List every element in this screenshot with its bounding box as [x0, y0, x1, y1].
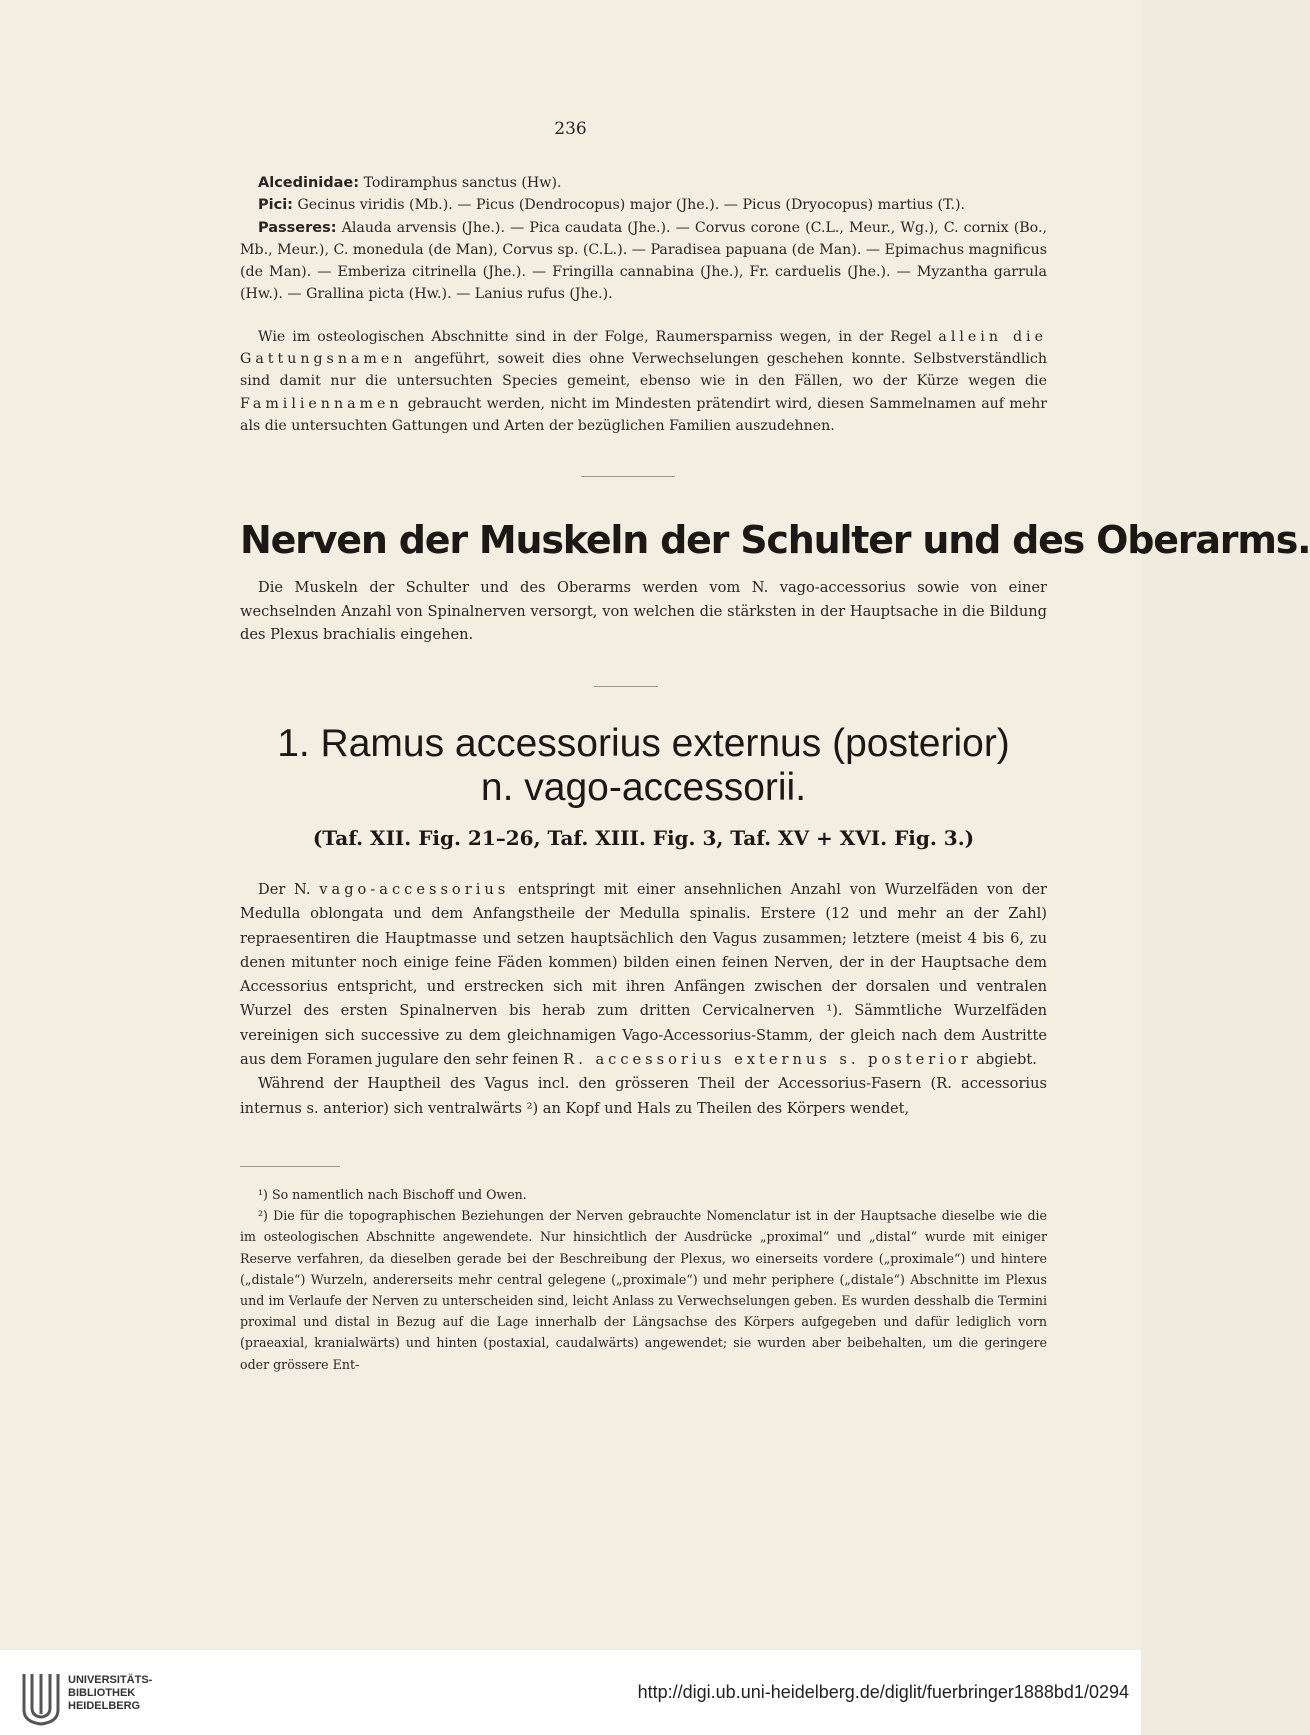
section-divider [581, 476, 675, 477]
footnote-text: Die für die topographischen Beziehungen der Nerven gebrauchte Nomenclatur ist in der Hauptsache dieselbe wie die im osteologischen Abschnitte angewendete. Nur hinsichtlich der Ausdrücke „proximal“ und „distal“ wurde mit einiger Reserve verfahren, da dieselben gerade bei der Beschreibung der Plexus, wo einerseits vordere („proximale“) und hintere („distale“) Wurzeln, andererseits mehr central gelegene („proximale“) und mehr periphere („distale“) Abschnitte im Plexus und im Verlaufe der Nerven zu unterscheiden sind, leicht Anlass zu Verwechselungen geben. Es wurden desshalb die Termini proximal und distal in Bezug auf die Lage innerhalb der Längsachse des Körpers aufgegeben und dafür lediglich vorn (praeaxial, kranialwärts) und hinten (postaxial, caudalwärts) angewendet; sie wurden aber beibehalten, um die geringere oder grössere Ent- [240, 1208, 1047, 1372]
species-list [240, 172, 1047, 306]
family-label: Alcedinidae: [258, 175, 360, 191]
text-run: entspringt mit einer ansehnlichen Anzahl von Wurzelfäden von der Medulla oblongata und dem Anfangstheile der Medulla spinalis. Erstere (12 und mehr an der Zahl) repraesentiren die Hauptmasse und setzen hauptsächlich den Vagus zusammen; letztere (meist 4 bis 6, zu denen mitunter noch einige feine Fäden kommen) bilden einen feinen Nerven, der in der Hauptsache dem Accessorius entspricht, und erstrecken sich mit ihren Anfängen zwischen der dorsalen und ventralen Wurzel des ersten Spinalnerven bis herab zum dritten Cervicalnerven ¹). Sämmtliche Wurzelfäden vereinigen sich successive zu dem gleichnamigen Vago-Accessorius-Stamm, der gleich nach dem Austritte aus dem Foramen jugulare den sehr feinen [240, 881, 1047, 1069]
subsection-title-line: n. vago-accessorii. [480, 766, 807, 809]
species-text: Gecinus viridis (Mb.). — Picus (Dendrocopus) major (Jhe.). — Picus (Dryocopus) martius (T.). [292, 197, 966, 214]
footnote-mark: ²) [258, 1208, 268, 1224]
body-text [240, 878, 1047, 1121]
subsection-title-line: 1. Ramus accessorius externus (posterior) [277, 722, 1010, 765]
text-run: angeführt, soweit dies ohne Verwechselungen geschehen konnte. Selbstverständlich sind damit nur die untersuchten Species gemeint, ebenso wie in den Fällen, wo der Kürze wegen die [240, 351, 1047, 390]
spaced-emphasis: vago-accessorius [319, 881, 510, 898]
footnote-text: So namentlich nach Bischoff und Owen. [267, 1187, 527, 1202]
library-name [68, 1674, 152, 1713]
permalink-url[interactable]: http://digi.ub.uni-heidelberg.de/diglit/fuerbringer1888bd1/0294 [637, 1682, 1129, 1702]
footnotes [240, 1184, 1047, 1375]
family-label: Pici: [258, 197, 293, 214]
text-run: gebraucht werden, nicht im Mindesten prätendirt wird, diesen Sammelnamen auf mehr als die untersuchten Gattungen und Arten der bezüglichen Familien auszudehnen. [240, 395, 1047, 434]
footnote-mark: ¹) [258, 1187, 268, 1202]
library-name-line: UNIVERSITÄTS- [68, 1674, 153, 1686]
list-item [240, 172, 1047, 194]
footnote [240, 1184, 1047, 1205]
plate-references: (Taf. XII. Fig. 21–26, Taf. XIII. Fig. 3, Taf. XV + XVI. Fig. 3.) [312, 826, 975, 850]
spaced-emphasis: Familiennamen [240, 395, 403, 412]
paragraph-text: Während der Hauptheil des Vagus incl. den grösseren Theil der Accessorius-Fasern (R. accessorius internus s. anterior) sich ventralwärts ²) an Kopf und Hals zu Theilen des Körpers wendet, [240, 1075, 1047, 1117]
species-text: Todiramphus sanctus (Hw). [359, 175, 562, 191]
text-run: Wie im osteologischen Abschnitte sind in der Folge, Raumersparniss wegen, in der Regel [258, 329, 939, 345]
footnote [240, 1205, 1047, 1375]
library-name-line: BIBLIOTHEK [68, 1687, 136, 1699]
footnote-divider [240, 1166, 340, 1167]
spaced-emphasis: allein die Gattungsnamen [240, 329, 1047, 368]
page-number: 236 [554, 119, 587, 139]
text-run: Der N. [258, 881, 320, 898]
intro-paragraph [240, 326, 1047, 437]
list-item [240, 194, 1047, 216]
text-run: abgiebt. [971, 1051, 1037, 1069]
list-item [240, 217, 1047, 306]
viewer-footer [0, 1650, 1141, 1735]
paragraph-text: Die Muskeln der Schulter und des Oberarms werden vom N. vago-accessorius sowie von einer wechselnden Anzahl von Spinalnerven versorgt, von welchen die stärksten in der Hauptsache in die Bildung des Plexus brachialis eingehen. [240, 579, 1047, 643]
species-text: Alauda arvensis (Jhe.). — Pica caudata (Jhe.). — Corvus corone (C.L., Meur., Wg.), C. cornix (Bo., Mb., Meur.), C. monedula (de Man), Corvus sp. (C.L.). — Paradisea papuana (de Man). — Epimachus magnificus (de Man). — Emberiza citrinella (Jhe.). — Fringilla cannabina (Jhe.), Fr. carduelis (Jhe.). — Myzantha garrula (Hw.). — Grallina picta (Hw.). — Lanius rufus (Jhe.). [240, 219, 1047, 303]
family-label: Passeres: [258, 219, 337, 236]
spaced-emphasis: R. accessorius externus s. posterior [563, 1051, 972, 1069]
section-title: Nerven der Muskeln der Schulter und des Oberarms. [240, 518, 1310, 562]
library-logo-icon [20, 1670, 62, 1726]
section-divider [594, 686, 658, 687]
subsection-title [240, 722, 1047, 810]
library-name-line: HEIDELBERG [68, 1700, 141, 1712]
section-paragraph [240, 576, 1047, 647]
